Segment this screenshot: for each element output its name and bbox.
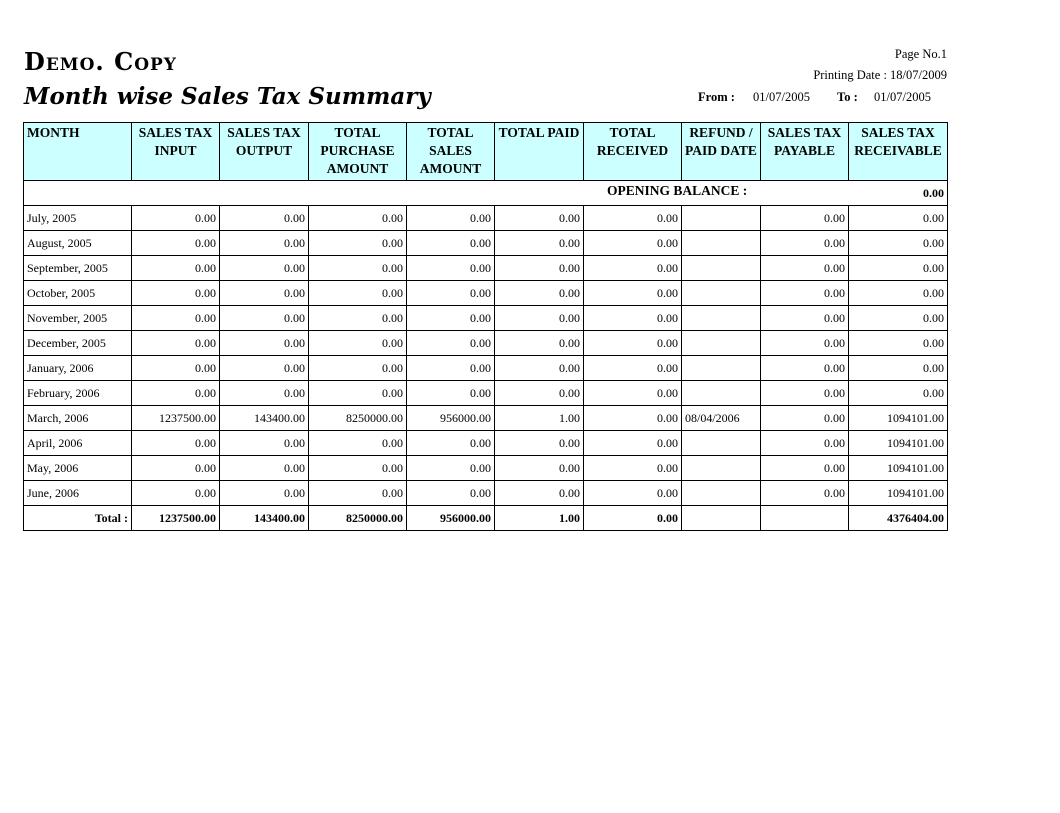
table-cell: 0.00	[407, 206, 495, 231]
table-cell: 0.00	[761, 231, 849, 256]
table-cell: 0.00	[309, 306, 407, 331]
table-cell: 0.00	[132, 281, 220, 306]
total-row	[24, 506, 948, 531]
month-cell: April, 2006	[24, 431, 132, 456]
total-cell: 1.00	[495, 506, 584, 531]
table-cell: 0.00	[407, 256, 495, 281]
table-cell: 0.00	[849, 381, 948, 406]
month-cell: October, 2005	[24, 281, 132, 306]
table-cell: 0.00	[309, 481, 407, 506]
table-cell: 0.00	[584, 231, 682, 256]
column-header: TOTAL RECEIVED	[584, 123, 682, 181]
column-header: TOTAL PURCHASE AMOUNT	[309, 123, 407, 181]
table-cell: 0.00	[309, 256, 407, 281]
table-cell: 1094101.00	[849, 456, 948, 481]
table-cell: 0.00	[761, 456, 849, 481]
month-cell: February, 2006	[24, 381, 132, 406]
table-cell: 0.00	[761, 381, 849, 406]
table-cell: 0.00	[220, 331, 309, 356]
table-row	[24, 281, 948, 306]
table-cell: 0.00	[584, 406, 682, 431]
table-cell: 0.00	[495, 331, 584, 356]
table-cell: 0.00	[132, 481, 220, 506]
table-cell: 0.00	[849, 206, 948, 231]
table-cell: 0.00	[495, 281, 584, 306]
total-cell	[761, 506, 849, 531]
table-cell: 0.00	[495, 381, 584, 406]
total-cell: 143400.00	[220, 506, 309, 531]
table-cell: 0.00	[309, 381, 407, 406]
table-cell: 0.00	[132, 356, 220, 381]
table-cell: 0.00	[220, 381, 309, 406]
opening-balance-cell	[24, 181, 948, 206]
table-cell: 0.00	[220, 431, 309, 456]
table-cell	[682, 456, 761, 481]
printing-date: Printing Date : 18/07/2009	[813, 68, 947, 82]
table-cell: 0.00	[584, 306, 682, 331]
table-cell: 0.00	[761, 356, 849, 381]
table-cell: 0.00	[132, 456, 220, 481]
table-cell: 08/04/2006	[682, 406, 761, 431]
table-row	[24, 206, 948, 231]
table-cell: 0.00	[220, 281, 309, 306]
table-cell: 0.00	[761, 406, 849, 431]
table-cell: 1094101.00	[849, 431, 948, 456]
table-cell: 8250000.00	[309, 406, 407, 431]
table-cell	[682, 306, 761, 331]
month-cell: June, 2006	[24, 481, 132, 506]
table-cell: 0.00	[761, 306, 849, 331]
month-cell: May, 2006	[24, 456, 132, 481]
table-cell: 0.00	[761, 481, 849, 506]
table-cell: 0.00	[495, 431, 584, 456]
table-cell	[682, 231, 761, 256]
table-cell	[682, 331, 761, 356]
report-title: Month wise Sales Tax Summary	[24, 83, 431, 110]
table-cell: 0.00	[407, 281, 495, 306]
table-cell: 0.00	[584, 381, 682, 406]
table-cell: 0.00	[309, 456, 407, 481]
table-cell: 0.00	[220, 306, 309, 331]
opening-balance-value: 0.00	[923, 186, 944, 200]
sales-tax-summary-table	[23, 122, 948, 531]
table-cell: 0.00	[132, 256, 220, 281]
table-row	[24, 406, 948, 431]
total-cell: 0.00	[584, 506, 682, 531]
table-cell: 0.00	[495, 206, 584, 231]
total-cell: 1237500.00	[132, 506, 220, 531]
table-row	[24, 356, 948, 381]
total-label: Total :	[24, 506, 132, 531]
table-cell: 0.00	[220, 356, 309, 381]
table-cell: 0.00	[132, 331, 220, 356]
table-cell: 0.00	[407, 381, 495, 406]
table-row	[24, 306, 948, 331]
total-cell: 8250000.00	[309, 506, 407, 531]
table-cell: 0.00	[584, 456, 682, 481]
table-cell: 0.00	[132, 206, 220, 231]
table-row	[24, 456, 948, 481]
table-cell: 0.00	[849, 256, 948, 281]
table-cell: 0.00	[761, 206, 849, 231]
table-cell: 0.00	[309, 431, 407, 456]
opening-balance-label: OPENING BALANCE :	[607, 183, 748, 198]
table-row	[24, 481, 948, 506]
table-cell: 0.00	[495, 481, 584, 506]
table-cell: 0.00	[495, 231, 584, 256]
opening-balance-row	[24, 181, 948, 206]
table-row	[24, 381, 948, 406]
table-cell: 0.00	[132, 306, 220, 331]
column-header: SALES TAX INPUT	[132, 123, 220, 181]
table-cell: 0.00	[849, 306, 948, 331]
table-cell: 0.00	[495, 356, 584, 381]
table-row	[24, 256, 948, 281]
table-cell: 0.00	[220, 256, 309, 281]
month-cell: March, 2006	[24, 406, 132, 431]
table-cell: 0.00	[849, 331, 948, 356]
to-date: 01/07/2005	[874, 90, 931, 104]
table-cell: 0.00	[132, 431, 220, 456]
table-cell: 0.00	[309, 281, 407, 306]
table-cell: 0.00	[132, 231, 220, 256]
table-cell	[682, 481, 761, 506]
demo-copy-label: Demo. Copy	[24, 47, 177, 76]
table-cell: 0.00	[407, 481, 495, 506]
table-cell: 0.00	[761, 431, 849, 456]
table-cell: 0.00	[407, 331, 495, 356]
table-cell: 0.00	[407, 231, 495, 256]
table-cell: 0.00	[584, 256, 682, 281]
column-header: TOTAL PAID	[495, 123, 584, 181]
table-cell: 0.00	[407, 306, 495, 331]
table-cell	[682, 256, 761, 281]
table-cell: 0.00	[220, 456, 309, 481]
column-header: TOTAL SALES AMOUNT	[407, 123, 495, 181]
table-cell: 1.00	[495, 406, 584, 431]
table-cell: 0.00	[495, 256, 584, 281]
total-cell: 956000.00	[407, 506, 495, 531]
table-cell: 0.00	[761, 331, 849, 356]
table-header-row	[24, 123, 948, 181]
table-cell: 0.00	[407, 356, 495, 381]
month-cell: December, 2005	[24, 331, 132, 356]
table-cell: 143400.00	[220, 406, 309, 431]
table-cell: 956000.00	[407, 406, 495, 431]
table-cell: 1094101.00	[849, 481, 948, 506]
total-cell: 4376404.00	[849, 506, 948, 531]
table-cell	[682, 206, 761, 231]
month-cell: August, 2005	[24, 231, 132, 256]
table-cell: 1237500.00	[132, 406, 220, 431]
table-cell	[682, 381, 761, 406]
column-header: SALES TAX OUTPUT	[220, 123, 309, 181]
to-label: To :	[837, 90, 858, 104]
table-cell: 0.00	[761, 281, 849, 306]
column-header: MONTH	[24, 123, 132, 181]
column-header: SALES TAX RECEIVABLE	[849, 123, 948, 181]
table-cell: 0.00	[849, 356, 948, 381]
month-cell: September, 2005	[24, 256, 132, 281]
page-number: Page No.1	[894, 47, 947, 61]
table-cell: 0.00	[584, 431, 682, 456]
table-cell: 0.00	[584, 281, 682, 306]
table-cell: 0.00	[309, 206, 407, 231]
table-cell: 0.00	[584, 206, 682, 231]
column-header: SALES TAX PAYABLE	[761, 123, 849, 181]
table-cell: 0.00	[220, 231, 309, 256]
table-cell: 0.00	[407, 431, 495, 456]
total-cell	[682, 506, 761, 531]
table-cell	[682, 431, 761, 456]
table-cell: 0.00	[220, 481, 309, 506]
month-cell: July, 2005	[24, 206, 132, 231]
table-cell: 0.00	[309, 331, 407, 356]
table-cell: 0.00	[132, 381, 220, 406]
table-cell: 0.00	[584, 331, 682, 356]
table-cell: 0.00	[849, 281, 948, 306]
table-cell: 0.00	[220, 206, 309, 231]
table-cell: 0.00	[584, 356, 682, 381]
table-cell	[682, 281, 761, 306]
table-cell: 0.00	[407, 456, 495, 481]
table-cell: 0.00	[584, 481, 682, 506]
table-cell: 0.00	[761, 256, 849, 281]
table-row	[24, 431, 948, 456]
table-row	[24, 331, 948, 356]
month-cell: November, 2005	[24, 306, 132, 331]
from-label: From :	[698, 90, 735, 104]
table-cell: 0.00	[849, 231, 948, 256]
table-row	[24, 231, 948, 256]
from-date: 01/07/2005	[753, 90, 810, 104]
table-cell: 0.00	[309, 231, 407, 256]
table-cell: 0.00	[495, 456, 584, 481]
table-cell: 0.00	[309, 356, 407, 381]
column-header: REFUND / PAID DATE	[682, 123, 761, 181]
month-cell: January, 2006	[24, 356, 132, 381]
table-cell: 1094101.00	[849, 406, 948, 431]
table-cell: 0.00	[495, 306, 584, 331]
table-cell	[682, 356, 761, 381]
